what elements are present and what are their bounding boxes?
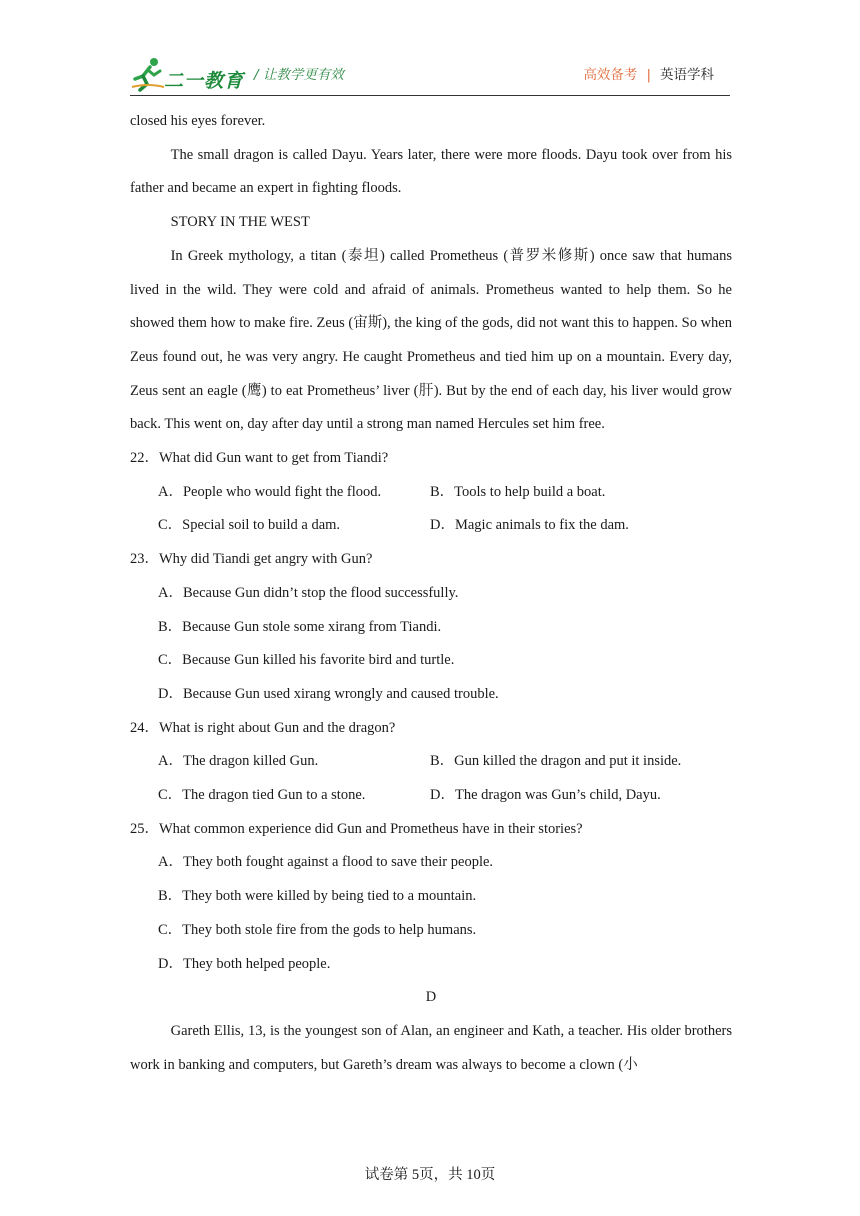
question-23: 23．Why did Tiandi get angry with Gun? [130,551,373,568]
options-row [130,509,732,543]
option-24-d: D．The dragon was Gun’s child, Dayu. [430,787,661,804]
option-22-b: B．Tools to help build a boat. [430,483,606,500]
paragraph: In Greek mythology, a titan (泰坦) called Prometheus (普罗米修斯) once saw that humans lived in the wild. They were cold and afraid of animals. Prometheus wanted to help them. So he showed them how to make fire. Zeus (宙斯), the king of the gods, did not want this to happen. So when Zeus found out, he was very angry. He caught Prometheus and tied him up on a mountain. Every day, Zeus sent an eagle (鹰) to eat Prometheus’ liver (肝). But by the end of each day, his liver would grow back. This went on, day after day until a strong man named Hercules set him free. [130,247,732,433]
logo-text: 二一教育 [164,70,245,92]
header-separator: | [646,67,651,83]
running-figure-icon [130,56,166,92]
option-23-d: D．Because Gun used xirang wrongly and caused trouble. [158,685,499,702]
section-label-d: D [425,989,437,1006]
paragraph: Gareth Ellis, 13, is the youngest son of Alan, an engineer and Kath, a teacher. His older brothers work in banking and computers, but Gareth’s dream was always to become a clown (小 [130,1022,732,1073]
option-25-a: A．They both fought against a flood to save their people. [158,854,494,871]
options-row [130,779,732,813]
page-content [130,105,732,1082]
options-row [130,745,732,779]
exam-label: 高效备考 [583,67,638,83]
option-25-d: D．They both helped people. [158,955,331,972]
option-24-b: B．Gun killed the dragon and put it inside. [430,753,682,770]
question-22: 22．What did Gun want to get from Tiandi? [130,450,389,467]
option-24-c: C．The dragon tied Gun to a stone. [158,787,366,804]
logo [130,56,245,92]
option-23-b: B．Because Gun stole some xirang from Tiandi. [158,618,442,635]
question-25: 25．What common experience did Gun and Prometheus have in their stories? [130,820,583,837]
header-rule [130,95,730,96]
option-25-b: B．They both were killed by being tied to a mountain. [158,888,477,905]
slogan: / 让教学更有效 [254,67,344,83]
page-header [130,52,730,96]
option-24-a: A．The dragon killed Gun. [158,753,319,770]
option-25-c: C．They both stole fire from the gods to help humans. [158,921,477,938]
option-22-c: C．Special soil to build a dam. [158,517,341,534]
option-23-a: A．Because Gun didn’t stop the flood successfully. [158,584,459,601]
question-24: 24．What is right about Gun and the dragon? [130,719,396,736]
paragraph: The small dragon is called Dayu. Years later, there were more floods. Dayu took over from his father and became an expert in fighting floods. [130,146,732,197]
option-22-a: A．People who would fight the flood. [158,483,382,500]
option-23-c: C．Because Gun killed his favorite bird and turtle. [158,652,455,669]
header-right [583,63,714,83]
paragraph: closed his eyes forever. [130,113,266,129]
option-22-d: D．Magic animals to fix the dam. [430,517,629,534]
page-footer: 试卷第 5页，共 10页 [364,1167,496,1183]
subject-label: 英语学科 [660,67,714,83]
section-heading: STORY IN THE WEST [170,214,310,231]
options-row [130,476,732,510]
